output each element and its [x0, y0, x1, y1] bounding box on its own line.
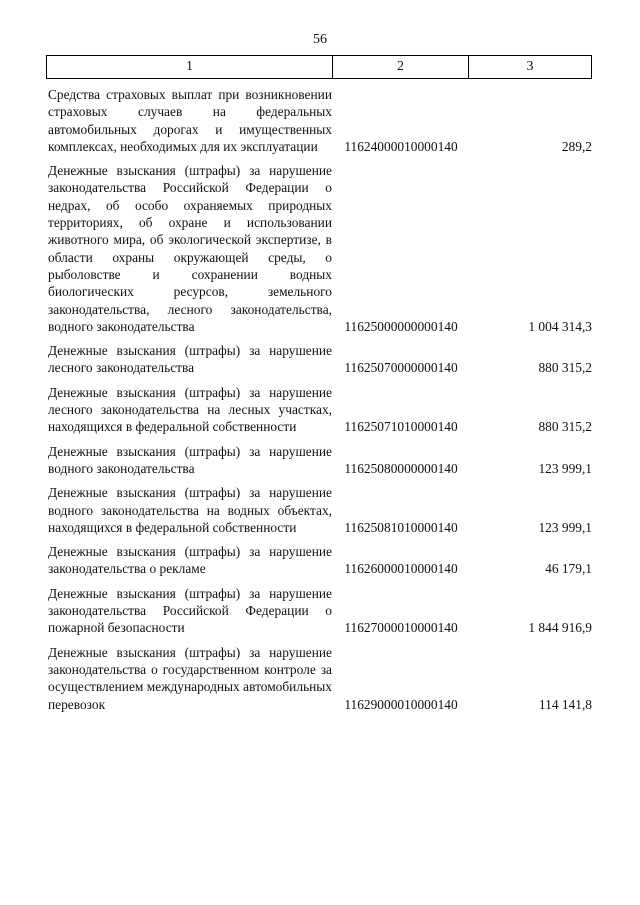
row-code: 11625081010000140 — [344, 519, 458, 535]
table-row — [48, 443, 592, 478]
row-description: Средства страховых выплат при возникновении страховых случаев на федеральных автомобильных дорогах и имущественных комплексах, необходимых для их эксплуатации — [48, 87, 332, 154]
row-code: 11624000010000140 — [344, 138, 458, 154]
header-col-1: 1 — [47, 56, 333, 78]
row-description: Денежные взыскания (штрафы) за нарушение лесного законодательства на лесных участках, находящихся в федеральной собственности — [48, 384, 332, 435]
table-row — [48, 644, 592, 713]
row-code: 11625070000000140 — [344, 360, 458, 376]
row-code: 11625000000000140 — [344, 318, 458, 334]
row-amount: 1 004 314,3 — [528, 318, 592, 334]
row-amount: 289,2 — [561, 138, 592, 154]
row-code: 11625071010000140 — [344, 419, 458, 435]
table-row — [48, 86, 592, 155]
row-amount: 114 141,8 — [538, 696, 592, 712]
header-col-3: 3 — [526, 59, 534, 74]
table-row — [48, 585, 592, 637]
row-description: Денежные взыскания (штрафы) за нарушение водного законодательства на водных объектах, находящихся в федеральной собственности — [48, 485, 332, 535]
row-amount: 123 999,1 — [538, 460, 592, 476]
table-body — [48, 86, 592, 720]
row-description: Денежные взыскания (штрафы) за нарушение водного законодательства — [48, 443, 332, 476]
table-row — [48, 384, 592, 436]
page-number: 56 — [313, 32, 327, 47]
table-row — [48, 543, 592, 578]
table-row — [48, 342, 592, 377]
row-code: 11629000010000140 — [344, 696, 458, 712]
row-code: 11625080000000140 — [344, 460, 458, 476]
row-description: Денежные взыскания (штрафы) за нарушение законодательства о рекламе — [48, 544, 332, 577]
row-amount: 46 179,1 — [545, 561, 592, 577]
row-amount: 880 315,2 — [538, 360, 592, 376]
row-description: Денежные взыскания (штрафы) за нарушение законодательства Российской Федерации о пожарной безопасности — [48, 585, 332, 636]
header-col-2: 2 — [333, 56, 469, 78]
table-header — [46, 55, 592, 79]
row-code: 11627000010000140 — [344, 620, 458, 636]
row-amount: 123 999,1 — [538, 519, 592, 535]
row-description: Денежные взыскания (штрафы) за нарушение лесного законодательства — [48, 343, 332, 376]
row-code: 11626000010000140 — [344, 561, 458, 577]
row-amount: 880 315,2 — [538, 419, 592, 435]
table-row — [48, 162, 592, 335]
row-amount: 1 844 916,9 — [528, 620, 592, 636]
table-row — [48, 484, 592, 536]
row-description: Денежные взыскания (штрафы) за нарушение законодательства о государственном контроле за осуществлением международных автомобильных перевозок — [48, 644, 332, 712]
row-description: Денежные взыскания (штрафы) за нарушение законодательства Российской Федерации о недрах, об особо охраняемых природных территориях, об охране и использовании животного мира, об экологической экспертизе, в области охраны окружающей среды, о рыболовстве и сохранении водных биологических ресурсов, земельного законодательства, лесного законодательства, водного законодательства — [48, 163, 332, 334]
